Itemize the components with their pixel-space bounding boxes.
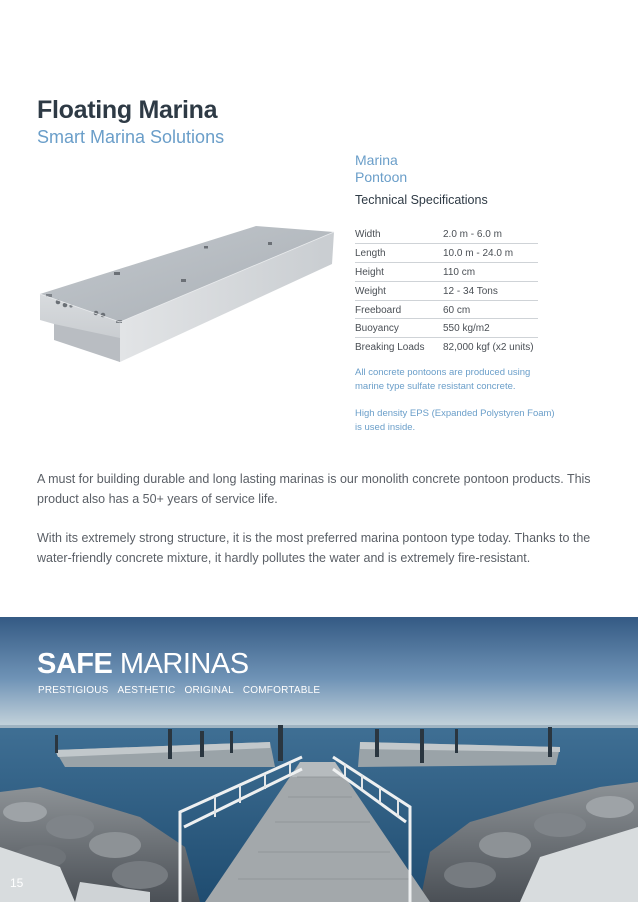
spec-label: Freeboard	[355, 300, 443, 319]
spec-label: Width	[355, 225, 443, 244]
spec-row	[355, 281, 538, 300]
spec-heading: Technical Specifications	[355, 193, 488, 207]
banner-tag: PRESTIGIOUS	[38, 685, 109, 696]
spec-value: 82,000 kgf (x2 units)	[443, 342, 534, 354]
banner-headline-light: MARINAS	[119, 648, 249, 680]
spec-row	[355, 338, 538, 357]
page-title: Floating Marina	[37, 96, 218, 124]
spec-row	[355, 225, 538, 244]
banner-headline-bold: SAFE	[37, 648, 113, 680]
banner-tags	[38, 685, 320, 696]
body-paragraph-2: With its extremely strong structure, it is the most preferred marina pontoon type today. Thanks to the water-friendly concrete mixture, it hardly pollutes the water and is extremely fire-resistant.	[37, 531, 591, 565]
banner-tag: COMFORTABLE	[242, 685, 321, 696]
spec-row	[355, 319, 538, 338]
banner-headline	[37, 648, 249, 681]
concrete-note: All concrete pontoons are produced using marine type sulfate resistant concrete.	[355, 367, 531, 392]
spec-value: 2.0 m - 6.0 m	[443, 225, 538, 244]
eps-note: High density EPS (Expanded Polystyren Foam) is used inside.	[355, 408, 555, 433]
spec-label: Breaking Loads	[355, 342, 425, 354]
banner-tag: AESTHETIC	[117, 685, 176, 696]
spec-label: Buoyancy	[355, 319, 443, 338]
page-subtitle: Smart Marina Solutions	[37, 127, 225, 147]
banner-tag: ORIGINAL	[184, 685, 234, 696]
spec-value: 550 kg/m2	[443, 319, 538, 338]
spec-label: Length	[355, 244, 443, 263]
spec-row	[355, 263, 538, 282]
spec-value: 110 cm	[443, 263, 538, 282]
spec-label: Weight	[355, 281, 443, 300]
spec-row	[355, 244, 538, 263]
product-name-line1: Marina	[355, 152, 398, 168]
spec-value: 10.0 m - 24.0 m	[443, 244, 538, 263]
spec-value: 12 - 34 Tons	[443, 281, 538, 300]
spec-table	[355, 225, 538, 357]
spec-value: 60 cm	[443, 300, 538, 319]
page-number: 15	[10, 876, 24, 890]
spec-label: Height	[355, 263, 443, 282]
product-name-line2: Pontoon	[355, 169, 408, 185]
body-paragraph-1: A must for building durable and long lasting marinas is our monolith concrete pontoon products. This product also has a 50+ years of service life.	[37, 472, 591, 506]
pontoon-image	[36, 222, 336, 362]
spec-row	[355, 300, 538, 319]
product-name	[355, 152, 475, 186]
